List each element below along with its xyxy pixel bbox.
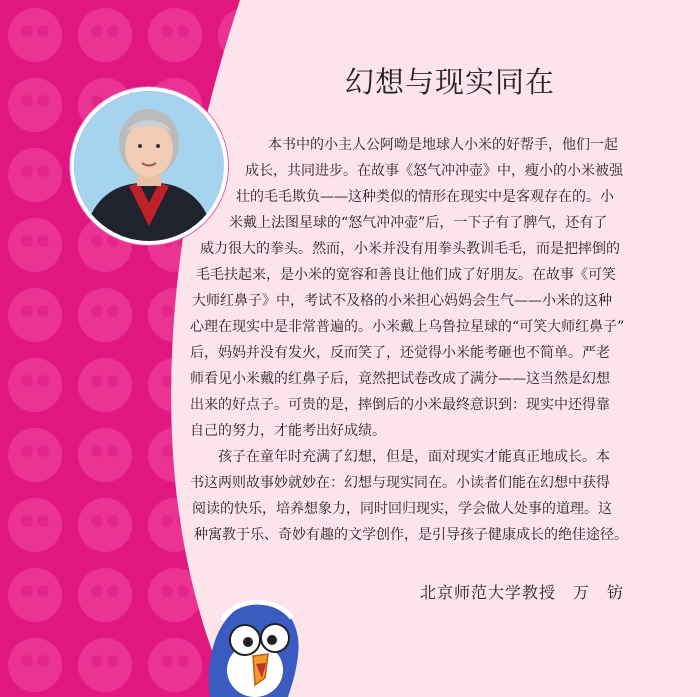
text-line: 孩子在童年时充满了幻想，但是，面对现实才能真正地成长。本 <box>218 449 610 465</box>
text-line: 本书中的小主人公阿呦是地球人小米的好帮手，他们一起 <box>268 137 618 153</box>
text-line: 大师红鼻子》中，考试不及格的小米担心妈妈会生气——小米的这种 <box>192 293 612 309</box>
text-line: 出来的好点子。可贵的是，摔倒后的小米最终意识到：现实中还得靠 <box>190 397 610 413</box>
author-portrait <box>70 87 228 245</box>
text-line: 种寓教于乐、奇妙有趣的文学创作，是引导孩子健康成长的绝佳途径。 <box>194 527 628 543</box>
text-line: 书这两则故事妙就妙在：幻想与现实同在。小读者们能在幻想中获得 <box>190 475 610 491</box>
text-line: 威力很大的拳头。然而，小米并没有用拳头教训毛毛，而是把摔倒的 <box>200 241 620 257</box>
author-signature: 北京师范大学教授 万 钫 <box>420 583 625 602</box>
text-line: 成长，共同进步。在故事《怒气冲冲壶》中，瘦小的小米被强 <box>245 163 623 179</box>
text-line: 自己的努力，才能考出好成绩。 <box>190 423 386 439</box>
text-line: 阅读的快乐，培养想象力，同时回归现实，学会做人处事的道理。这 <box>192 501 612 517</box>
text-line: 米戴上法图星球的“怒气冲冲壶”后，一下子有了脾气，还有了 <box>229 215 608 231</box>
penguin-mascot-icon <box>200 590 305 697</box>
page-title: 幻想与现实同在 <box>344 65 555 99</box>
text-line: 毛毛扶起来，是小米的宽容和善良让他们成了好朋友。在故事《可笑 <box>196 267 616 283</box>
portrait-photo-icon <box>74 91 224 241</box>
text-line: 师看见小米戴的红鼻子后，竟然把试卷改成了满分——这当然是幻想 <box>190 371 610 387</box>
text-line: 心理在现实中是非常普遍的。小米戴上乌鲁拉星球的“可笑大师红鼻子” <box>190 319 625 335</box>
text-line: 后，妈妈并没有发火，反而笑了，还觉得小米能考砸也不简单。严老 <box>190 345 610 361</box>
text-line: 壮的毛毛欺负——这种类似的情形在现实中是客观存在的。小 <box>236 189 614 205</box>
